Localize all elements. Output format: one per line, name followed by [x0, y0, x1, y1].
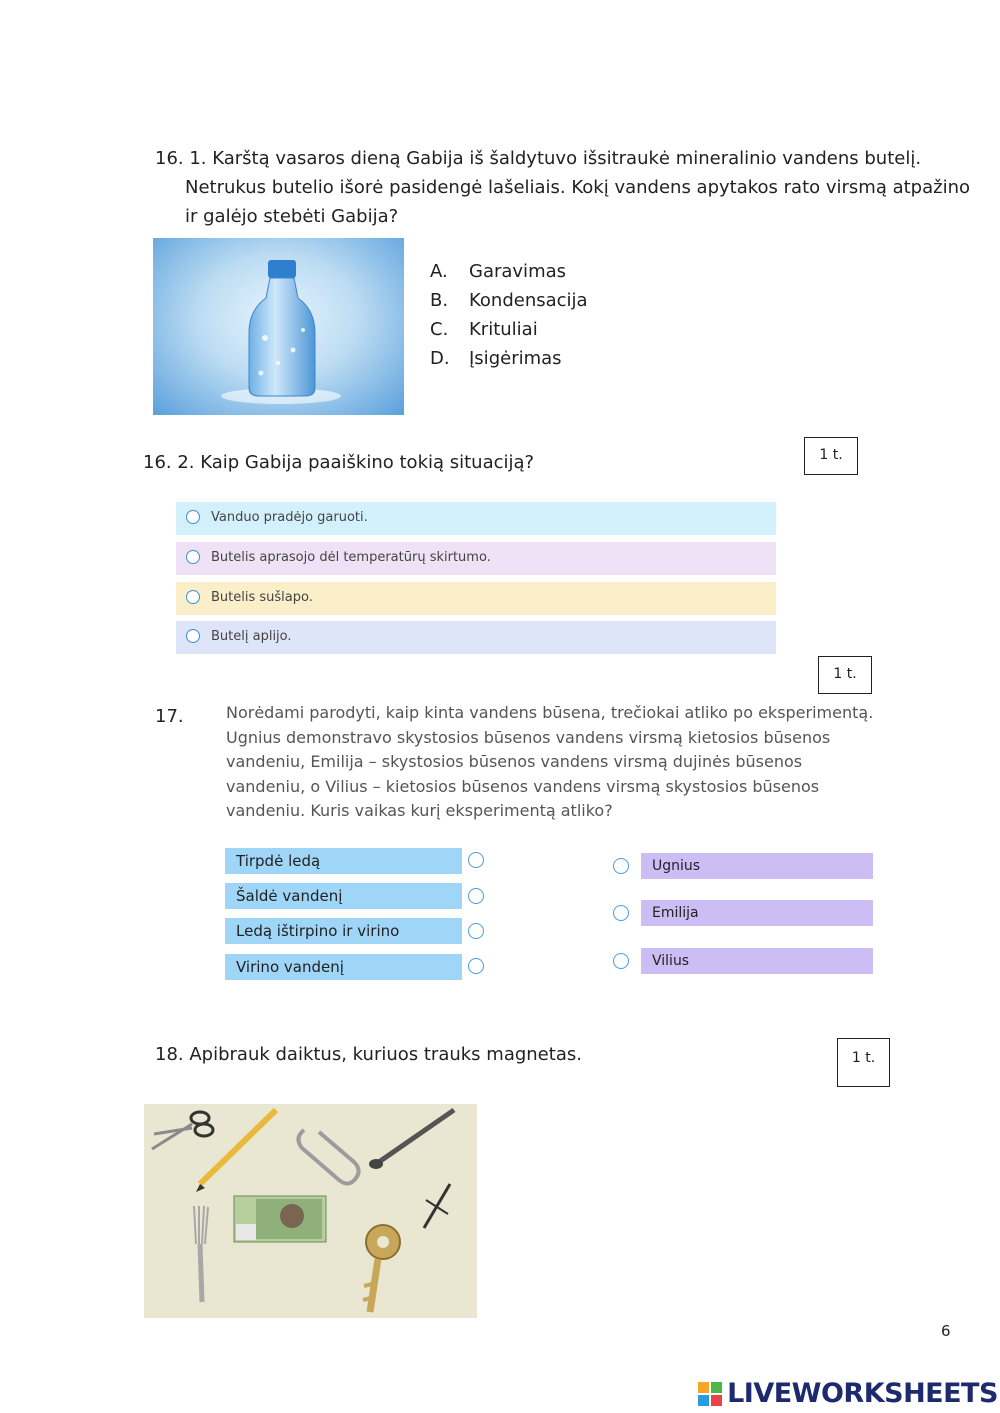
scissors-icon[interactable] — [152, 1112, 213, 1149]
objects-image — [144, 1104, 477, 1318]
nail-icon[interactable] — [369, 1110, 454, 1169]
option-text: Įsigėrimas — [469, 348, 562, 369]
objects-illustration — [144, 1104, 477, 1318]
radio-circle-icon[interactable] — [186, 590, 200, 604]
score-box: 1 t. — [837, 1038, 890, 1087]
option-text: Kondensacija — [469, 290, 588, 311]
match-anchor-icon[interactable] — [468, 923, 484, 939]
match-right-item: Ugnius — [641, 853, 873, 879]
option-text: Krituliai — [469, 319, 538, 340]
banknote-icon[interactable] — [234, 1196, 326, 1242]
option-letter: B. — [430, 290, 449, 311]
radio-circle-icon[interactable] — [186, 550, 200, 564]
page-number: 6 — [941, 1322, 951, 1340]
key-icon[interactable] — [363, 1225, 400, 1312]
q16-1-line1: 16. 1. Karštą vasaros dieną Gabija iš šaldytuvo išsitraukė mineralinio vandens butelį. — [155, 148, 922, 169]
radio-circle-icon[interactable] — [186, 629, 200, 643]
logo-badge-icon — [698, 1382, 722, 1406]
radio-label: Butelis sušlapo. — [211, 590, 313, 605]
option-letter: A. — [430, 261, 448, 282]
radio-label: Butelis aprasojo dėl temperatūrų skirtumo. — [211, 550, 491, 565]
match-left-item: Šaldė vandenį — [225, 883, 462, 909]
water-bottle-icon — [153, 238, 404, 415]
radio-option[interactable] — [176, 582, 776, 615]
q17-text — [226, 701, 873, 824]
score-box: 1 t. — [804, 437, 858, 475]
q16-1-line3: ir galėjo stebėti Gabija? — [185, 206, 399, 227]
radio-option[interactable] — [176, 542, 776, 575]
match-left-item: Tirpdė ledą — [225, 848, 462, 874]
q17-line: Ugnius demonstravo skystosios būsenos vandens virsmą kietosios būsenos — [226, 727, 831, 747]
logo-text: LIVEWORKSHEETS — [727, 1378, 998, 1409]
q17-line: vandeniu, o Vilius – kietosios būsenos vandens virsmą skystosios būsenos — [226, 776, 820, 796]
q17-number: 17. — [155, 706, 184, 727]
q17-line: vandeniu. Kuris vaikas kurį eksperimentą atliko? — [226, 801, 613, 820]
match-anchor-icon[interactable] — [613, 953, 629, 969]
option-letter: C. — [430, 319, 449, 340]
q16-2-question: 16. 2. Kaip Gabija paaiškino tokią situaciją? — [143, 452, 535, 473]
match-anchor-icon[interactable] — [613, 905, 629, 921]
q16-1-line2: Netrukus butelio išorė pasidengė lašeliais. Kokį vandens apytakos rato virsmą atpažino — [185, 177, 970, 198]
match-anchor-icon[interactable] — [613, 858, 629, 874]
q17-line: vandeniu, Emilija – skystosios būsenos vandens virsmą dujinės būsenos — [226, 752, 803, 771]
match-left-item: Virino vandenį — [225, 954, 462, 980]
pin-icon[interactable] — [424, 1184, 450, 1228]
radio-option[interactable] — [176, 502, 776, 535]
liveworksheets-logo — [698, 1378, 998, 1409]
option-letter: D. — [430, 348, 450, 369]
paper-clip-icon[interactable] — [298, 1130, 358, 1184]
radio-circle-icon[interactable] — [186, 510, 200, 524]
option-text: Garavimas — [469, 261, 567, 282]
match-anchor-icon[interactable] — [468, 958, 484, 974]
q17-line: Norėdami parodyti, kaip kinta vandens būsena, trečiokai atliko po eksperimentą. — [226, 703, 874, 722]
q18-question: 18. Apibrauk daiktus, kuriuos trauks magnetas. — [155, 1044, 582, 1065]
radio-option[interactable] — [176, 621, 776, 654]
water-bottle-image — [153, 238, 404, 415]
match-left-item: Ledą ištirpino ir virino — [225, 918, 462, 944]
match-right-item: Emilija — [641, 900, 873, 926]
radio-label: Butelį aplijo. — [211, 629, 292, 644]
match-anchor-icon[interactable] — [468, 888, 484, 904]
radio-label: Vanduo pradėjo garuoti. — [211, 510, 368, 525]
match-anchor-icon[interactable] — [468, 852, 484, 868]
match-right-item: Vilius — [641, 948, 873, 974]
fork-icon[interactable] — [194, 1206, 208, 1302]
score-box: 1 t. — [818, 656, 872, 694]
